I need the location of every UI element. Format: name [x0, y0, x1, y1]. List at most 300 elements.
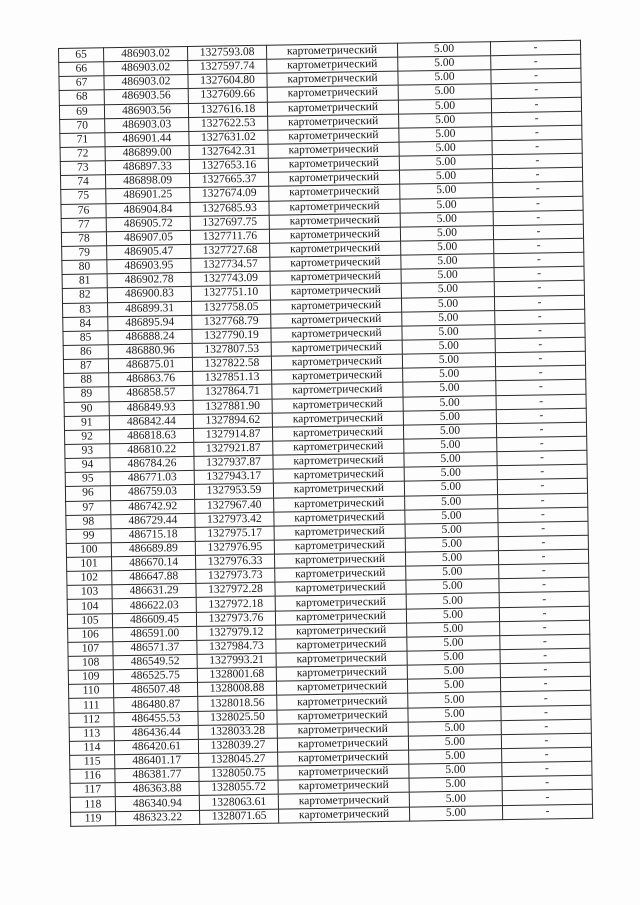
x-coordinate-cell: 486907.05: [106, 230, 190, 245]
x-coordinate-cell: 486863.76: [109, 372, 193, 387]
note-cell: -: [490, 40, 580, 56]
y-coordinate-cell: 1327743.09: [191, 271, 270, 286]
method-cell: картометрический: [278, 793, 409, 809]
y-coordinate-cell: 1328050.75: [199, 766, 278, 781]
note-cell: -: [497, 436, 587, 452]
note-cell: -: [491, 69, 581, 85]
point-number-cell: 71: [60, 133, 105, 148]
x-coordinate-cell: 486903.56: [104, 103, 188, 118]
point-number-cell: 92: [65, 430, 110, 445]
point-number-cell: 94: [65, 458, 110, 473]
method-cell: картометрический: [277, 722, 408, 738]
note-cell: -: [494, 267, 584, 283]
note-cell: -: [494, 295, 584, 311]
note-cell: -: [494, 238, 584, 254]
method-cell: картометрический: [278, 807, 409, 823]
accuracy-cell: 5.00: [402, 339, 495, 355]
x-coordinate-cell: 486715.18: [111, 527, 195, 542]
x-coordinate-cell: 486899.31: [108, 301, 192, 316]
point-number-cell: 101: [67, 557, 112, 572]
method-cell: картометрический: [272, 397, 403, 413]
method-cell: картометрический: [275, 566, 406, 582]
point-number-cell: 88: [64, 373, 109, 388]
note-cell: -: [502, 761, 592, 777]
note-cell: -: [497, 450, 587, 466]
note-cell: -: [499, 578, 589, 594]
y-coordinate-cell: 1327807.53: [192, 342, 271, 357]
point-number-cell: 106: [68, 627, 113, 642]
note-cell: -: [492, 153, 582, 169]
y-coordinate-cell: 1327734.57: [191, 257, 270, 272]
coordinates-table-body: [59, 40, 593, 826]
x-coordinate-cell: 486591.00: [113, 626, 197, 641]
point-number-cell: 75: [61, 189, 106, 204]
point-number-cell: 95: [65, 472, 110, 487]
note-cell: -: [499, 606, 589, 622]
y-coordinate-cell: 1327665.37: [189, 172, 268, 187]
point-number-cell: 103: [67, 585, 112, 600]
y-coordinate-cell: 1327685.93: [190, 201, 269, 216]
note-cell: -: [492, 111, 582, 127]
note-cell: -: [502, 747, 592, 763]
method-cell: картометрический: [267, 100, 398, 116]
note-cell: -: [500, 677, 590, 693]
note-cell: -: [494, 252, 584, 268]
accuracy-cell: 5.00: [408, 706, 501, 722]
y-coordinate-cell: 1327979.12: [197, 625, 276, 640]
note-cell: -: [496, 422, 586, 438]
y-coordinate-cell: 1328071.65: [199, 809, 278, 824]
method-cell: картометрический: [274, 538, 405, 554]
method-cell: картометрический: [274, 524, 405, 540]
x-coordinate-cell: 486899.00: [105, 145, 189, 160]
y-coordinate-cell: 1328008.88: [197, 681, 276, 696]
note-cell: -: [495, 337, 585, 353]
method-cell: картометрический: [267, 86, 398, 102]
method-cell: картометрический: [276, 637, 407, 653]
point-number-cell: 85: [63, 331, 108, 346]
note-cell: -: [502, 804, 592, 820]
y-coordinate-cell: 1327976.95: [195, 540, 274, 555]
accuracy-cell: 5.00: [402, 353, 495, 369]
accuracy-cell: 5.00: [399, 127, 492, 143]
point-number-cell: 118: [70, 797, 115, 812]
y-coordinate-cell: 1327881.90: [193, 399, 272, 414]
accuracy-cell: 5.00: [404, 438, 497, 454]
y-coordinate-cell: 1327973.42: [195, 512, 274, 527]
x-coordinate-cell: 486903.02: [104, 46, 188, 61]
method-cell: картометрический: [267, 57, 398, 73]
point-number-cell: 93: [65, 444, 110, 459]
x-coordinate-cell: 486759.03: [110, 485, 194, 500]
point-number-cell: 84: [63, 316, 108, 331]
method-cell: картометрический: [278, 750, 409, 766]
note-cell: -: [498, 549, 588, 565]
note-cell: -: [499, 563, 589, 579]
y-coordinate-cell: 1327822.58: [192, 356, 271, 371]
note-cell: -: [491, 97, 581, 113]
x-coordinate-cell: 486631.29: [112, 584, 196, 599]
x-coordinate-cell: 486455.53: [114, 711, 198, 726]
accuracy-cell: 5.00: [408, 735, 501, 751]
method-cell: картометрический: [268, 142, 399, 158]
accuracy-cell: 5.00: [409, 749, 502, 765]
x-coordinate-cell: 486729.44: [111, 513, 195, 528]
point-number-cell: 79: [62, 246, 107, 261]
note-cell: -: [495, 323, 585, 339]
accuracy-cell: 5.00: [403, 367, 496, 383]
y-coordinate-cell: 1328045.27: [199, 752, 278, 767]
x-coordinate-cell: 486401.17: [115, 753, 199, 768]
accuracy-cell: 5.00: [405, 508, 498, 524]
accuracy-cell: 5.00: [401, 240, 494, 256]
method-cell: картометрический: [270, 255, 401, 271]
method-cell: картометрический: [275, 609, 406, 625]
method-cell: картометрический: [275, 595, 406, 611]
point-number-cell: 105: [67, 613, 112, 628]
note-cell: -: [491, 54, 581, 70]
y-coordinate-cell: 1327894.62: [193, 413, 272, 428]
y-coordinate-cell: 1327631.02: [189, 130, 268, 145]
method-cell: картометрический: [272, 411, 403, 427]
point-number-cell: 67: [59, 76, 104, 91]
x-coordinate-cell: 486436.44: [114, 725, 198, 740]
y-coordinate-cell: 1328001.68: [197, 667, 276, 682]
method-cell: картометрический: [267, 71, 398, 87]
note-cell: -: [502, 790, 592, 806]
method-cell: картометрический: [269, 213, 400, 229]
y-coordinate-cell: 1327976.33: [195, 554, 274, 569]
note-cell: -: [502, 776, 592, 792]
y-coordinate-cell: 1327622.53: [189, 116, 268, 131]
method-cell: картометрический: [278, 778, 409, 794]
method-cell: картометрический: [272, 368, 403, 384]
y-coordinate-cell: 1327972.28: [196, 583, 275, 598]
method-cell: картометрический: [274, 510, 405, 526]
coordinates-table: [58, 40, 593, 827]
point-number-cell: 80: [62, 260, 107, 275]
y-coordinate-cell: 1327975.17: [195, 526, 274, 541]
y-coordinate-cell: 1327604.80: [188, 74, 267, 89]
x-coordinate-cell: 486480.87: [114, 697, 198, 712]
note-cell: -: [496, 380, 586, 396]
accuracy-cell: 5.00: [407, 650, 500, 666]
accuracy-cell: 5.00: [406, 607, 499, 623]
accuracy-cell: 5.00: [405, 522, 498, 538]
y-coordinate-cell: 1327653.16: [189, 158, 268, 173]
accuracy-cell: 5.00: [400, 226, 493, 242]
method-cell: картометрический: [270, 269, 401, 285]
accuracy-cell: 5.00: [403, 423, 496, 439]
accuracy-cell: 5.00: [409, 777, 502, 793]
point-number-cell: 81: [62, 274, 107, 289]
method-cell: картометрический: [272, 383, 403, 399]
point-number-cell: 102: [67, 571, 112, 586]
y-coordinate-cell: 1328033.28: [198, 724, 277, 739]
method-cell: картометрический: [268, 170, 399, 186]
y-coordinate-cell: 1328025.50: [198, 710, 277, 725]
y-coordinate-cell: 1328018.56: [198, 696, 277, 711]
accuracy-cell: 5.00: [406, 565, 499, 581]
note-cell: -: [500, 634, 590, 650]
accuracy-cell: 5.00: [400, 197, 493, 213]
accuracy-cell: 5.00: [400, 211, 493, 227]
note-cell: -: [498, 521, 588, 537]
y-coordinate-cell: 1327616.18: [188, 102, 267, 117]
point-number-cell: 69: [59, 104, 104, 119]
method-cell: картометрический: [276, 651, 407, 667]
accuracy-cell: 5.00: [401, 268, 494, 284]
x-coordinate-cell: 486784.26: [110, 456, 194, 471]
y-coordinate-cell: 1327993.21: [197, 653, 276, 668]
y-coordinate-cell: 1327851.13: [193, 370, 272, 385]
accuracy-cell: 5.00: [409, 791, 502, 807]
x-coordinate-cell: 486905.47: [107, 244, 191, 259]
point-number-cell: 109: [68, 670, 113, 685]
x-coordinate-cell: 486901.25: [106, 188, 190, 203]
accuracy-cell: 5.00: [402, 324, 495, 340]
method-cell: картометрический: [271, 326, 402, 342]
x-coordinate-cell: 486363.88: [115, 782, 199, 797]
method-cell: картометрический: [270, 241, 401, 257]
note-cell: -: [497, 479, 587, 495]
note-cell: -: [501, 691, 591, 707]
note-cell: -: [501, 705, 591, 721]
note-cell: -: [493, 210, 583, 226]
point-number-cell: 87: [63, 359, 108, 374]
y-coordinate-cell: 1327914.87: [193, 427, 272, 442]
y-coordinate-cell: 1327973.73: [196, 568, 275, 583]
y-coordinate-cell: 1327864.71: [193, 385, 272, 400]
accuracy-cell: 5.00: [398, 56, 491, 72]
method-cell: картометрический: [273, 439, 404, 455]
x-coordinate-cell: 486818.63: [109, 428, 193, 443]
x-coordinate-cell: 486897.33: [105, 160, 189, 175]
accuracy-cell: 5.00: [406, 579, 499, 595]
y-coordinate-cell: 1327921.87: [194, 441, 273, 456]
x-coordinate-cell: 486904.84: [106, 202, 190, 217]
x-coordinate-cell: 486689.89: [111, 541, 195, 556]
point-number-cell: 76: [61, 203, 106, 218]
method-cell: картометрический: [276, 679, 407, 695]
point-number-cell: 113: [69, 726, 114, 741]
note-cell: -: [501, 719, 591, 735]
y-coordinate-cell: 1327790.19: [192, 328, 271, 343]
method-cell: картометрический: [271, 354, 402, 370]
point-number-cell: 73: [60, 161, 105, 176]
point-number-cell: 104: [67, 599, 112, 614]
y-coordinate-cell: 1327937.87: [194, 455, 273, 470]
y-coordinate-cell: 1327609.66: [188, 88, 267, 103]
y-coordinate-cell: 1327593.08: [187, 45, 266, 60]
y-coordinate-cell: 1327984.73: [197, 639, 276, 654]
note-cell: -: [493, 224, 583, 240]
note-cell: -: [493, 196, 583, 212]
note-cell: -: [495, 351, 585, 367]
x-coordinate-cell: 486420.61: [114, 739, 198, 754]
point-number-cell: 89: [64, 387, 109, 402]
y-coordinate-cell: 1327711.76: [190, 229, 269, 244]
note-cell: -: [492, 139, 582, 155]
accuracy-cell: 5.00: [402, 310, 495, 326]
method-cell: картометрический: [273, 453, 404, 469]
y-coordinate-cell: 1327768.79: [192, 314, 271, 329]
method-cell: картометрический: [271, 340, 402, 356]
accuracy-cell: 5.00: [398, 98, 491, 114]
accuracy-cell: 5.00: [399, 112, 492, 128]
x-coordinate-cell: 486905.72: [106, 216, 190, 231]
accuracy-cell: 5.00: [403, 381, 496, 397]
method-cell: картометрический: [274, 496, 405, 512]
x-coordinate-cell: 486742.92: [111, 499, 195, 514]
note-cell: -: [496, 365, 586, 381]
x-coordinate-cell: 486323.22: [115, 810, 199, 825]
point-number-cell: 108: [68, 656, 113, 671]
x-coordinate-cell: 486901.44: [105, 131, 189, 146]
point-number-cell: 97: [66, 500, 111, 515]
x-coordinate-cell: 486898.09: [106, 174, 190, 189]
point-number-cell: 83: [63, 302, 108, 317]
point-number-cell: 70: [60, 118, 105, 133]
accuracy-cell: 5.00: [408, 720, 501, 736]
x-coordinate-cell: 486571.37: [113, 640, 197, 655]
x-coordinate-cell: 486903.56: [104, 89, 188, 104]
note-cell: -: [494, 281, 584, 297]
point-number-cell: 68: [59, 90, 104, 105]
x-coordinate-cell: 486903.02: [104, 75, 188, 90]
point-number-cell: 111: [69, 698, 114, 713]
accuracy-cell: 5.00: [401, 282, 494, 298]
note-cell: -: [500, 620, 590, 636]
point-number-cell: 72: [60, 147, 105, 162]
accuracy-cell: 5.00: [407, 621, 500, 637]
x-coordinate-cell: 486622.03: [112, 598, 196, 613]
point-number-cell: 98: [66, 514, 111, 529]
note-cell: -: [500, 648, 590, 664]
method-cell: картометрический: [274, 552, 405, 568]
accuracy-cell: 5.00: [405, 494, 498, 510]
x-coordinate-cell: 486549.52: [113, 654, 197, 669]
note-cell: -: [501, 733, 591, 749]
method-cell: картометрический: [275, 580, 406, 596]
method-cell: картометрический: [270, 298, 401, 314]
note-cell: -: [496, 408, 586, 424]
accuracy-cell: 5.00: [409, 805, 502, 821]
point-number-cell: 74: [61, 175, 106, 190]
x-coordinate-cell: 486895.94: [108, 315, 192, 330]
point-number-cell: 99: [66, 529, 111, 544]
method-cell: картометрический: [268, 156, 399, 172]
point-number-cell: 114: [69, 741, 114, 756]
point-number-cell: 66: [59, 62, 104, 77]
x-coordinate-cell: 486903.03: [105, 117, 189, 132]
note-cell: -: [495, 309, 585, 325]
method-cell: картометрический: [276, 623, 407, 639]
y-coordinate-cell: 1327943.17: [194, 469, 273, 484]
accuracy-cell: 5.00: [398, 70, 491, 86]
accuracy-cell: 5.00: [399, 155, 492, 171]
note-cell: -: [497, 464, 587, 480]
y-coordinate-cell: 1327697.75: [190, 215, 269, 230]
method-cell: картометрический: [268, 114, 399, 130]
x-coordinate-cell: 486903.95: [107, 259, 191, 274]
note-cell: -: [491, 83, 581, 99]
y-coordinate-cell: 1327751.10: [191, 286, 270, 301]
x-coordinate-cell: 486888.24: [108, 329, 192, 344]
accuracy-cell: 5.00: [399, 169, 492, 185]
note-cell: -: [498, 507, 588, 523]
note-cell: -: [496, 394, 586, 410]
y-coordinate-cell: 1327972.18: [196, 597, 275, 612]
point-number-cell: 115: [70, 755, 115, 770]
accuracy-cell: 5.00: [408, 692, 501, 708]
accuracy-cell: 5.00: [404, 480, 497, 496]
note-cell: -: [500, 662, 590, 678]
x-coordinate-cell: 486647.88: [112, 570, 196, 585]
accuracy-cell: 5.00: [407, 664, 500, 680]
accuracy-cell: 5.00: [401, 254, 494, 270]
x-coordinate-cell: 486609.45: [112, 612, 196, 627]
method-cell: картометрический: [272, 425, 403, 441]
method-cell: картометрический: [269, 227, 400, 243]
x-coordinate-cell: 486525.75: [113, 669, 197, 684]
point-number-cell: 82: [62, 288, 107, 303]
accuracy-cell: 5.00: [403, 409, 496, 425]
method-cell: картометрический: [273, 481, 404, 497]
x-coordinate-cell: 486903.02: [104, 61, 188, 76]
method-cell: картометрический: [271, 312, 402, 328]
x-coordinate-cell: 486340.94: [115, 796, 199, 811]
x-coordinate-cell: 486875.01: [108, 358, 192, 373]
point-number-cell: 119: [71, 811, 116, 826]
x-coordinate-cell: 486771.03: [110, 471, 194, 486]
point-number-cell: 90: [64, 401, 109, 416]
note-cell: -: [492, 125, 582, 141]
accuracy-cell: 5.00: [399, 141, 492, 157]
accuracy-cell: 5.00: [409, 763, 502, 779]
method-cell: картометрический: [266, 43, 397, 59]
y-coordinate-cell: 1327967.40: [195, 498, 274, 513]
note-cell: -: [492, 168, 582, 184]
method-cell: картометрический: [268, 128, 399, 144]
y-coordinate-cell: 1327727.68: [191, 243, 270, 258]
method-cell: картометрический: [269, 185, 400, 201]
point-number-cell: 100: [66, 543, 111, 558]
point-number-cell: 107: [68, 642, 113, 657]
point-number-cell: 78: [61, 232, 106, 247]
method-cell: картометрический: [277, 708, 408, 724]
point-number-cell: 86: [63, 345, 108, 360]
x-coordinate-cell: 486858.57: [109, 386, 193, 401]
x-coordinate-cell: 486880.96: [108, 343, 192, 358]
accuracy-cell: 5.00: [401, 296, 494, 312]
accuracy-cell: 5.00: [406, 593, 499, 609]
accuracy-cell: 5.00: [405, 537, 498, 553]
note-cell: -: [498, 535, 588, 551]
x-coordinate-cell: 486842.44: [109, 414, 193, 429]
y-coordinate-cell: 1328063.61: [199, 795, 278, 810]
point-number-cell: 110: [69, 684, 114, 699]
method-cell: картометрический: [269, 199, 400, 215]
accuracy-cell: 5.00: [397, 42, 490, 58]
method-cell: картометрический: [273, 467, 404, 483]
accuracy-cell: 5.00: [400, 183, 493, 199]
x-coordinate-cell: 486810.22: [110, 442, 194, 457]
y-coordinate-cell: 1328055.72: [199, 780, 278, 795]
y-coordinate-cell: 1327973.76: [196, 611, 275, 626]
note-cell: -: [493, 182, 583, 198]
y-coordinate-cell: 1328039.27: [198, 738, 277, 753]
